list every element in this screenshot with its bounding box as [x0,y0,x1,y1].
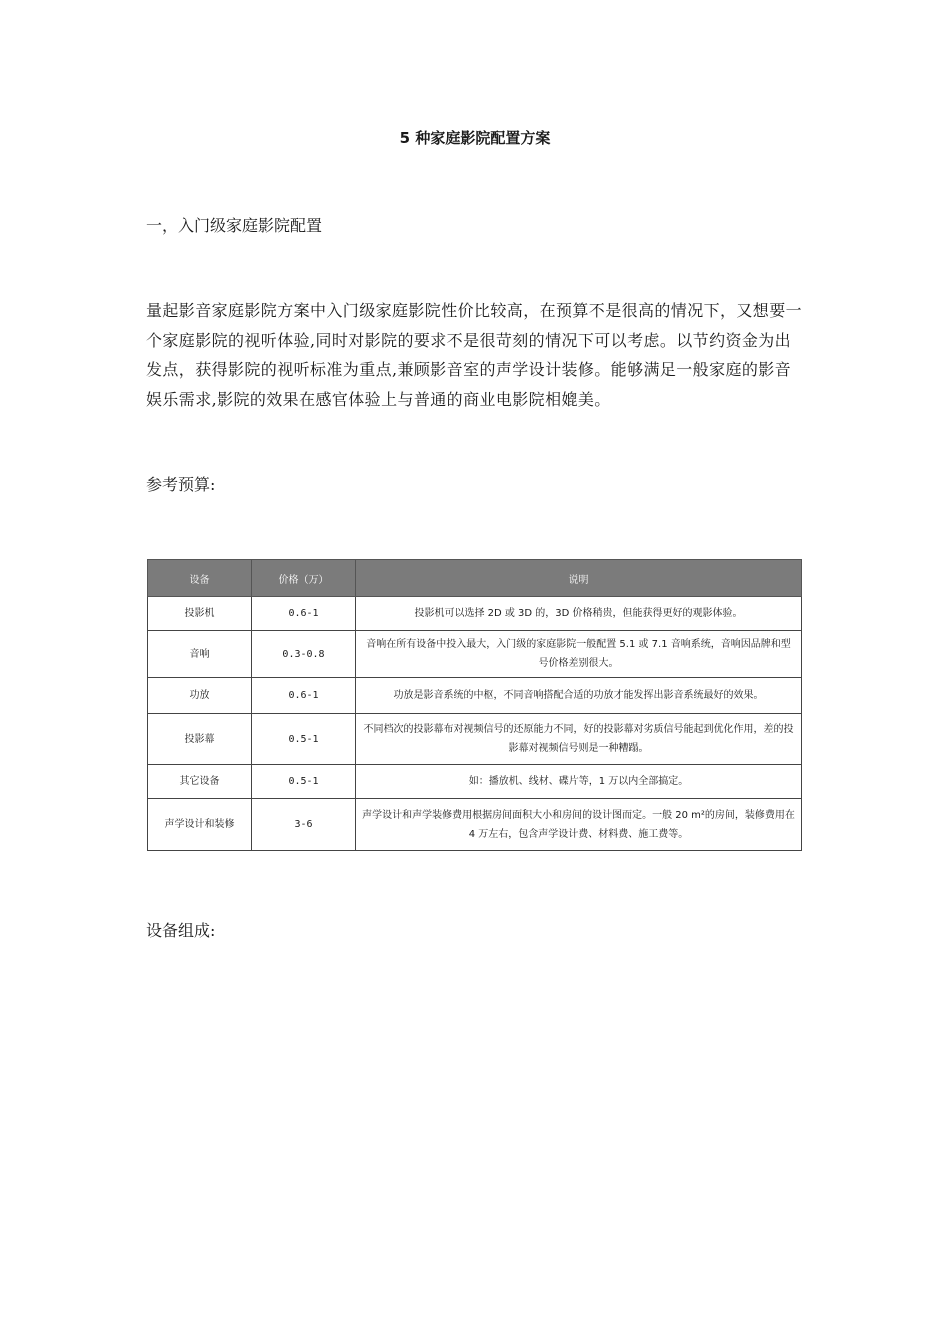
header-price: 价格（万） [252,560,356,597]
table-row [148,799,802,851]
cell-item: 其它设备 [148,765,252,799]
section-heading: 一，入门级家庭影院配置 [146,216,323,235]
budget-table [147,559,802,851]
table-row [148,765,802,799]
cell-item: 投影机 [148,597,252,631]
table-row [148,597,802,631]
table-row [148,631,802,678]
cell-item: 功放 [148,678,252,714]
cell-price: 0.5-1 [252,714,356,765]
cell-item: 音响 [148,631,252,678]
cell-note: 不同档次的投影幕布对视频信号的还原能力不同，好的投影幕对劣质信号能起到优化作用，差的投影幕对视频信号则是一种糟蹋。 [356,714,802,765]
components-label: 设备组成: [146,921,216,940]
cell-note: 声学设计和声学装修费用根据房间面积大小和房间的设计图而定。一般 20 m²的房间，装修费用在 4 万左右，包含声学设计费、材料费、施工费等。 [356,799,802,851]
table-row [148,714,802,765]
cell-price: 0.6-1 [252,597,356,631]
cell-item: 声学设计和装修 [148,799,252,851]
cell-price: 3-6 [252,799,356,851]
document-title: 5 种家庭影院配置方案 [399,129,551,147]
cell-price: 0.6-1 [252,678,356,714]
header-item: 设备 [148,560,252,597]
table-header-row [148,560,802,597]
cell-price: 0.3-0.8 [252,631,356,678]
table-row [148,678,802,714]
header-note: 说明 [356,560,802,597]
cell-note: 投影机可以选择 2D 或 3D 的，3D 价格稍贵，但能获得更好的观影体验。 [356,597,802,631]
intro-paragraph: 量起影音家庭影院方案中入门级家庭影院性价比较高，在预算不是很高的情况下，又想要一个家庭影院的视听体验,同时对影院的要求不是很苛刻的情况下可以考虑。以节约资金为出发点，获得影院的视听标准为重点,兼顾影音室的声学设计装修。能够满足一般家庭的影音娱乐需求,影院的效果在感官体验上与普通的商业电影院相媲美。 [146,301,803,409]
cell-price: 0.5-1 [252,765,356,799]
cell-note: 功放是影音系统的中枢，不同音响搭配合适的功放才能发挥出影音系统最好的效果。 [356,678,802,714]
cell-note: 如：播放机、线材、碟片等，1 万以内全部搞定。 [356,765,802,799]
cell-note: 音响在所有设备中投入最大，入门级的家庭影院一般配置 5.1 或 7.1 音响系统，音响因品牌和型号价格差别很大。 [356,631,802,678]
budget-label: 参考预算: [146,475,216,494]
cell-item: 投影幕 [148,714,252,765]
